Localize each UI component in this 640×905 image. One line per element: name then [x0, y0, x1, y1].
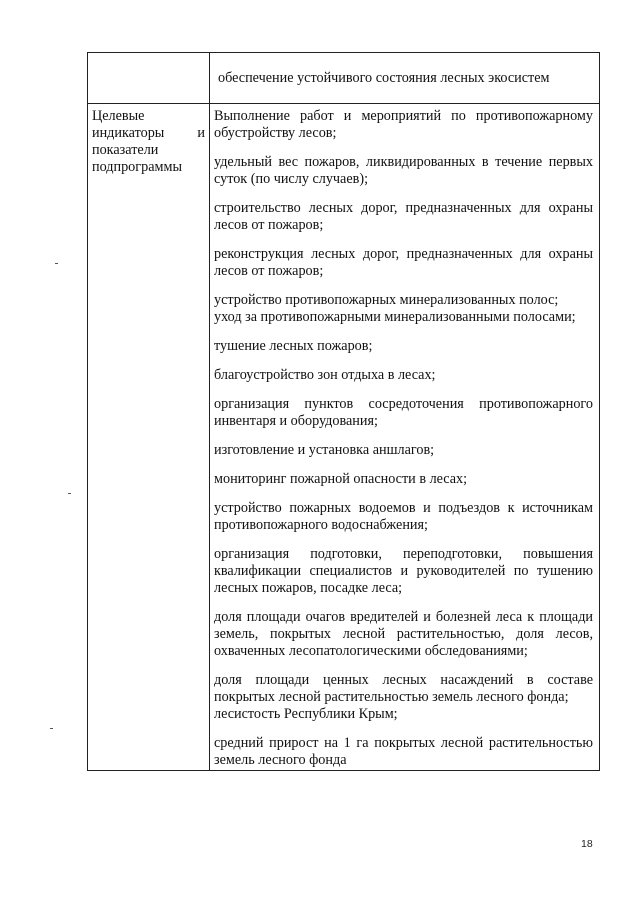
label-line: и [197, 125, 205, 141]
label-line: Целевые [92, 108, 145, 124]
list-item: мониторинг пожарной опасности в лесах; [214, 471, 468, 487]
table-cell-empty [88, 53, 210, 104]
list-item: организация пунктов сосредоточения противопожарного инвентаря и оборудования; [214, 396, 593, 429]
indicators-label [88, 104, 209, 179]
label-line: индикаторы [92, 125, 165, 141]
list-item: устройство пожарных водоемов и подъездов к источникам противопожарного водоснабжения; [214, 500, 593, 533]
scan-mark [50, 728, 53, 729]
scan-mark [55, 263, 58, 264]
list-item: устройство противопожарных минерализованных полос; [214, 292, 559, 308]
list-item: уход за противопожарными минерализованными полосами; [214, 309, 576, 325]
scan-mark [68, 493, 71, 494]
list-item: средний прирост на 1 га покрытых лесной растительностью земель лесного фонда [214, 735, 593, 768]
list-item: Выполнение работ и мероприятий по противопожарному обустройству лесов; [214, 108, 593, 141]
list-item: лесистость Республики Крым; [214, 706, 398, 722]
indicators-list [210, 104, 599, 770]
list-item: реконструкция лесных дорог, предназначенных для охраны лесов от пожаров; [214, 246, 593, 279]
list-item: доля площади ценных лесных насаждений в составе покрытых лесной растительностью земель лесного фонда; [214, 672, 593, 705]
page-number: 18 [581, 838, 593, 850]
list-item: удельный вес пожаров, ликвидированных в течение первых суток (по числу случаев); [214, 154, 593, 187]
goal-text: обеспечение устойчивого состояния лесных экосистем [218, 70, 550, 86]
program-table [87, 52, 600, 771]
list-item: строительство лесных дорог, предназначенных для охраны лесов от пожаров; [214, 200, 593, 233]
indicators-label-cell [88, 104, 210, 771]
list-item: организация подготовки, переподготовки, повышения квалификации специалистов и руководителей по тушению лесных пожаров, посадке леса; [214, 546, 593, 596]
list-item: тушение лесных пожаров; [214, 338, 373, 354]
table-cell-goal [210, 53, 600, 104]
indicators-list-cell [210, 104, 600, 771]
list-item: изготовление и установка аншлагов; [214, 442, 435, 458]
table-row [88, 53, 600, 104]
table-row [88, 104, 600, 771]
list-item: доля площади очагов вредителей и болезней леса к площади земель, покрытых лесной растительностью, доля лесов, охваченных лесопатологическими обследованиями; [214, 609, 593, 659]
list-item: благоустройство зон отдыха в лесах; [214, 367, 436, 383]
label-line: подпрограммы [92, 159, 182, 175]
label-line: показатели [92, 142, 159, 158]
